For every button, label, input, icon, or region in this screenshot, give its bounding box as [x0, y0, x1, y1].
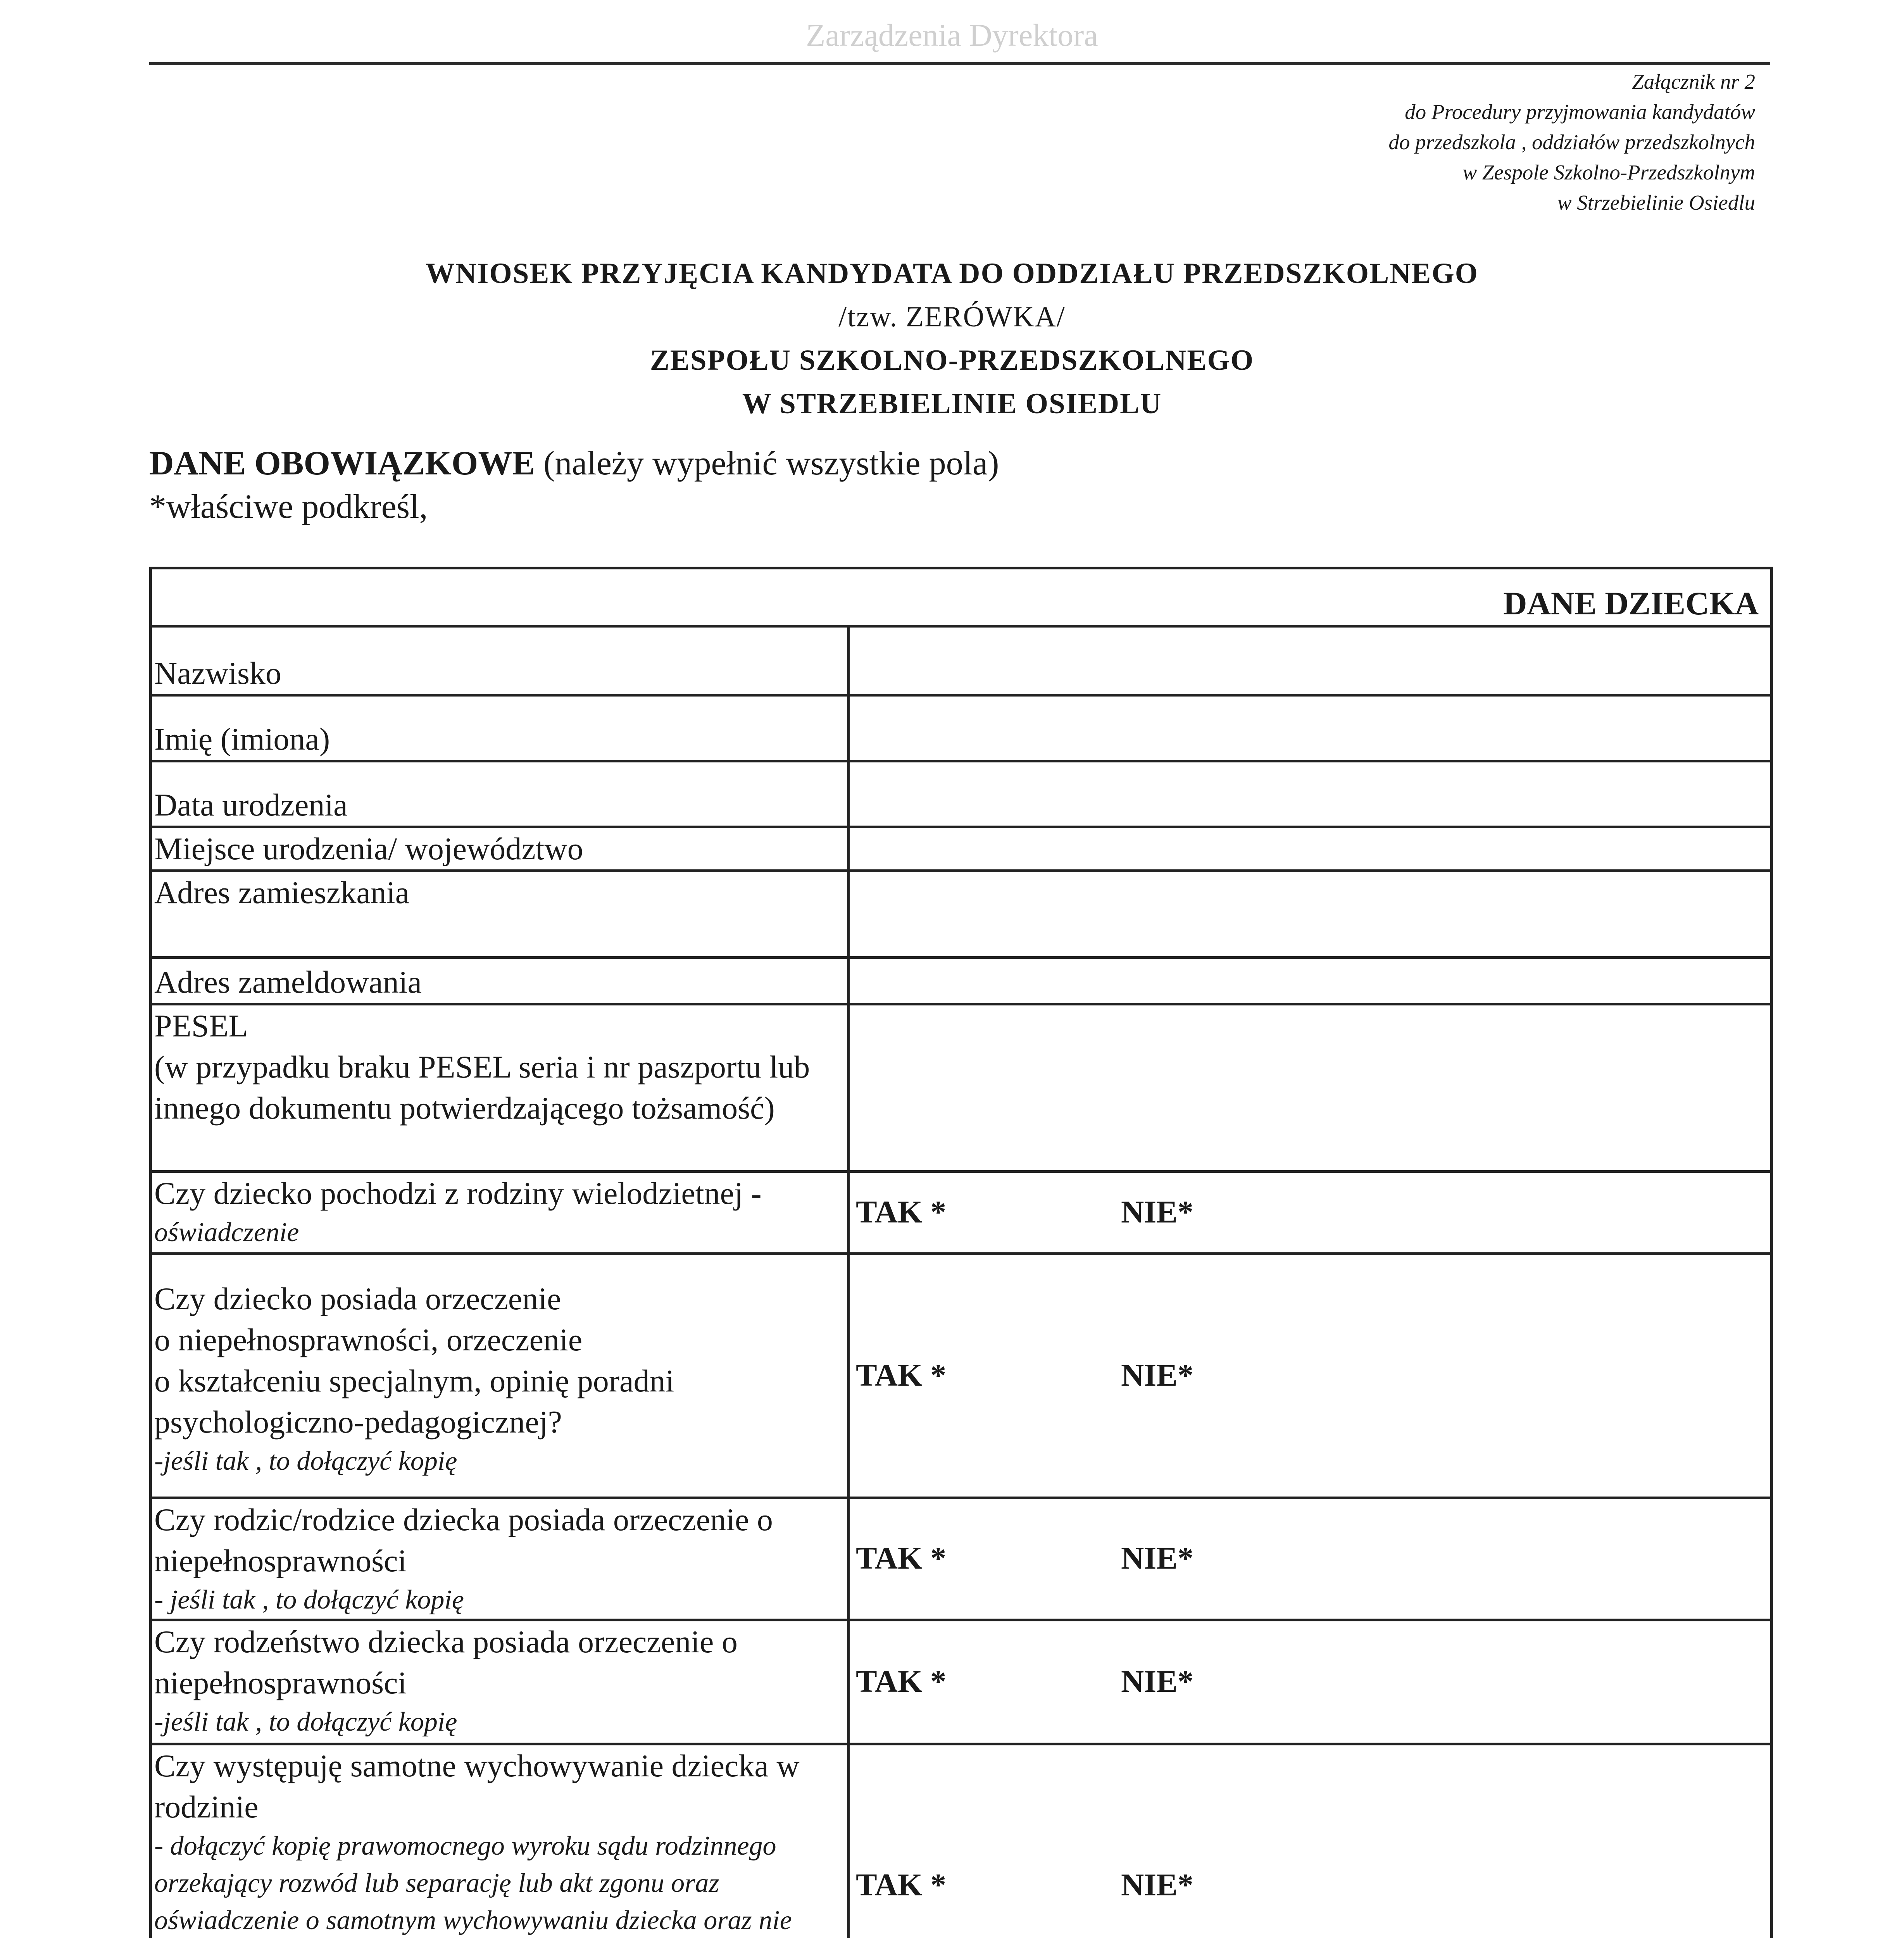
question-parent-disability	[151, 1498, 849, 1620]
document-title	[0, 252, 1904, 426]
field-input-pesel[interactable]	[849, 1004, 1772, 1172]
option-nie[interactable]: NIE*	[1121, 1194, 1193, 1229]
field-input-residence-address[interactable]	[849, 871, 1772, 958]
question-note: -jeśli tak , to dołączyć kopię	[154, 1446, 457, 1476]
field-input-birth-place[interactable]	[849, 827, 1772, 871]
question-note: -jeśli tak , to dołączyć kopię	[154, 1707, 457, 1737]
field-label-first-names: Imię (imiona)	[151, 695, 849, 761]
field-input-registered-address[interactable]	[849, 958, 1772, 1004]
header-rule	[149, 62, 1770, 65]
question-answer-cell	[849, 1172, 1772, 1254]
attachment-line: do przedszkola , oddziałów przedszkolnych	[1388, 130, 1755, 154]
question-label: Czy występuję samotne wychowywanie dziecka w rodzinie	[154, 1748, 800, 1824]
attachment-line: do Procedury przyjmowania kandydatów	[1405, 100, 1755, 124]
field-label-surname: Nazwisko	[151, 626, 849, 695]
child-section-header: DANE DZIECKA	[151, 568, 1772, 626]
question-note: - jeśli tak , to dołączyć kopię	[154, 1585, 464, 1615]
field-input-first-names[interactable]	[849, 695, 1772, 761]
attachment-line: w Zespole Szkolno-Przedszkolnym	[1462, 160, 1755, 184]
question-label: Czy dziecko pochodzi z rodziny wielodzietnej -	[154, 1176, 762, 1211]
underline-note: *właściwe podkreśl,	[149, 488, 428, 526]
question-label: Czy rodzeństwo dziecka posiada orzeczenie o niepełnosprawności	[154, 1624, 738, 1700]
title-line: /tzw. ZERÓWKA/	[838, 301, 1066, 333]
field-input-surname[interactable]	[849, 626, 1772, 695]
question-answer-cell	[849, 1620, 1772, 1744]
question-answer-cell	[849, 1254, 1772, 1498]
question-note: oświadczenie	[154, 1217, 299, 1247]
attachment-line: w Strzebielinie Osiedlu	[1557, 191, 1755, 214]
option-nie[interactable]: NIE*	[1121, 1357, 1193, 1393]
option-tak[interactable]: TAK *	[856, 1540, 947, 1576]
question-single-parent	[151, 1744, 849, 1938]
option-nie[interactable]: NIE*	[1121, 1663, 1193, 1699]
question-note: - dołączyć kopię prawomocnego wyroku sądu rodzinnego orzekający rozwód lub separację lub akt zgonu oraz oświadczenie o samotnym wychowywaniu dziecka oraz nie	[154, 1831, 792, 1935]
question-label: Czy rodzic/rodzice dziecka posiada orzeczenie o niepełnosprawności	[154, 1502, 773, 1578]
question-answer-cell	[849, 1744, 1772, 1938]
question-answer-cell	[849, 1498, 1772, 1620]
field-input-birth-date[interactable]	[849, 761, 1772, 827]
title-line: W STRZEBIELINIE OSIEDLU	[742, 388, 1162, 420]
question-disability-certificate	[151, 1254, 849, 1498]
option-nie[interactable]: NIE*	[1121, 1867, 1193, 1902]
question-sibling-disability	[151, 1620, 849, 1744]
question-large-family	[151, 1172, 849, 1254]
attachment-line: Załącznik nr 2	[1632, 70, 1755, 93]
question-label: Czy dziecko posiada orzeczenie o niepełnosprawności, orzeczenie o kształceniu specjalnym, opinię poradni psychologiczno-pedagogicznej?	[154, 1281, 674, 1440]
field-label-pesel: PESEL (w przypadku braku PESEL seria i nr paszportu lub innego dokumentu potwierdzającego tożsamość)	[151, 1004, 849, 1172]
field-label-birth-date: Data urodzenia	[151, 761, 849, 827]
header-faint-text: Zarządzenia Dyrektora	[806, 17, 1098, 53]
field-label-residence-address: Adres zamieszkania	[151, 871, 849, 958]
option-nie[interactable]: NIE*	[1121, 1540, 1193, 1576]
mandatory-heading: DANE OBOWIĄZKOWE	[149, 445, 535, 482]
option-tak[interactable]: TAK *	[856, 1357, 947, 1393]
option-tak[interactable]: TAK *	[856, 1663, 947, 1699]
title-line: WNIOSEK PRZYJĘCIA KANDYDATA DO ODDZIAŁU PRZEDSZKOLNEGO	[425, 257, 1478, 290]
option-tak[interactable]: TAK *	[856, 1194, 947, 1229]
field-label-birth-place: Miejsce urodzenia/ województwo	[151, 827, 849, 871]
child-data-table	[149, 567, 1773, 1938]
attachment-note	[1388, 67, 1755, 218]
mandatory-heading-note: (należy wypełnić wszystkie pola)	[535, 445, 999, 482]
option-tak[interactable]: TAK *	[856, 1867, 947, 1902]
title-line: ZESPOŁU SZKOLNO-PRZEDSZKOLNEGO	[650, 344, 1254, 376]
mandatory-note	[149, 442, 999, 529]
field-label-registered-address: Adres zameldowania	[151, 958, 849, 1004]
